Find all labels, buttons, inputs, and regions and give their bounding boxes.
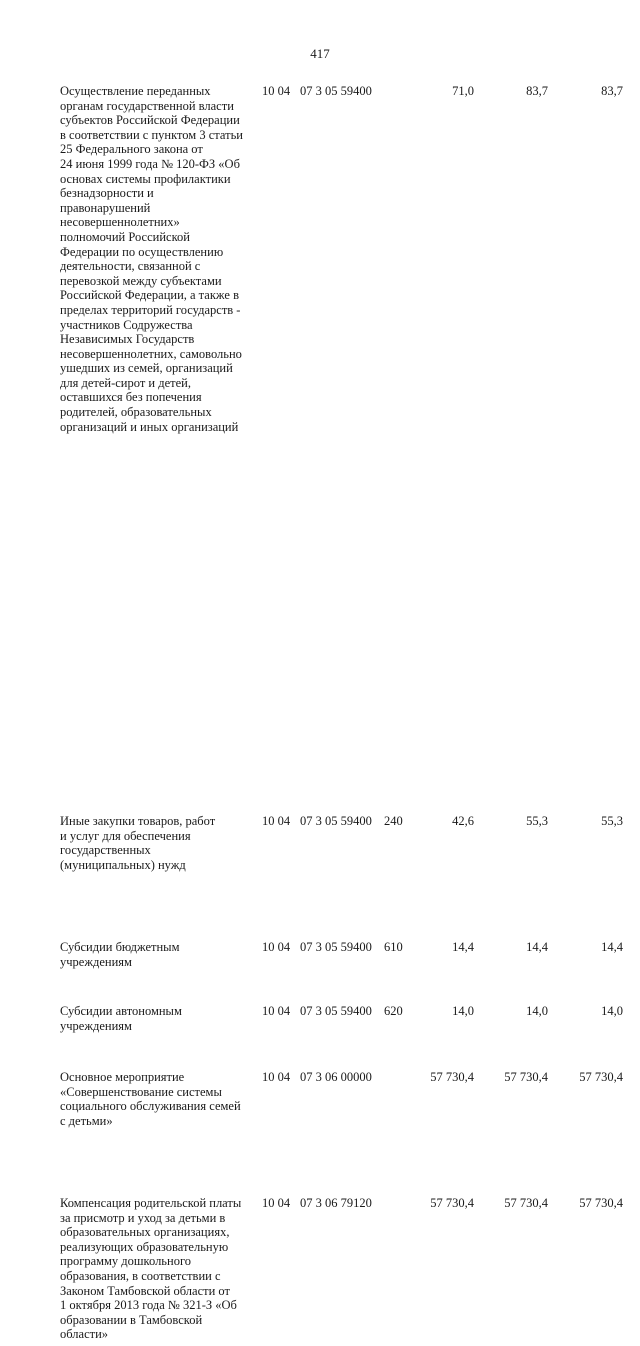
row-target-code: 07 3 05 59400 — [300, 1004, 372, 1018]
row-target-code: 07 3 05 59400 — [300, 814, 372, 828]
row-name: Субсидии автономным учреждениям — [60, 1004, 182, 1033]
row-value-year2: 57 730,4 — [504, 1070, 548, 1084]
table-row — [0, 940, 640, 972]
table-row — [0, 1196, 640, 1346]
row-expense-code: 240 — [384, 814, 403, 828]
row-name: Иные закупки товаров, работ и услуг для обеспечения государственных (муниципальных) нужд — [60, 814, 216, 872]
row-value-year3: 83,7 — [601, 84, 623, 98]
row-value-year3: 55,3 — [601, 814, 623, 828]
row-target-code: 07 3 06 79120 — [300, 1196, 372, 1210]
table-row — [0, 1070, 640, 1132]
row-value-year3: 14,4 — [601, 940, 623, 954]
row-value-year1: 71,0 — [452, 84, 474, 98]
row-section-code: 10 04 — [262, 1004, 291, 1018]
table-row — [0, 814, 640, 876]
row-value-year1: 42,6 — [452, 814, 474, 828]
row-value-year1: 57 730,4 — [430, 1070, 474, 1084]
row-section-code: 10 04 — [262, 1196, 291, 1210]
row-target-code: 07 3 05 59400 — [300, 940, 372, 954]
table-row — [0, 1004, 640, 1036]
row-value-year2: 55,3 — [526, 814, 548, 828]
row-name: Осуществление переданных органам государственной власти субъектов Российской Федерации в соответствии с пунктом 3 статьи 25 Федерального закона от 24 июня 1999 года № 120-ФЗ «Об основах системы профилактики безнадзорности и правонарушений несовершеннолетних» полномочий Российской Федерации по осуществлению деятельности, связанной с перевозкой между субъектами Российской Федерации, а также в пределах территорий государств - участников Содружества Независимых Государств несовершеннолетних, самовольно ушедших из семей, организаций для детей-сирот и детей, оставшихся без попечения родителей, образовательных организаций и иных организаций — [60, 84, 243, 434]
row-name: Основное мероприятие «Совершенствование системы социального обслуживания семей с детьми» — [60, 1070, 241, 1128]
row-value-year2: 14,4 — [526, 940, 548, 954]
table-row — [0, 84, 640, 448]
row-value-year1: 14,0 — [452, 1004, 474, 1018]
budget-table — [0, 84, 640, 1342]
row-section-code: 10 04 — [262, 814, 291, 828]
row-section-code: 10 04 — [262, 940, 291, 954]
row-value-year1: 57 730,4 — [430, 1196, 474, 1210]
row-expense-code: 610 — [384, 940, 403, 954]
row-name: Компенсация родительской платы за присмотр и уход за детьми в образовательных организациях, реализующих образовательную программу дошкольного образования, в соответствии с Законом Тамбовской области от 1 октября 2013 года № 321-З «Об образовании в Тамбовской области» — [60, 1196, 242, 1342]
row-section-code: 10 04 — [262, 1070, 291, 1084]
row-target-code: 07 3 06 00000 — [300, 1070, 372, 1084]
row-value-year3: 57 730,4 — [579, 1070, 623, 1084]
page-number: 417 — [310, 46, 330, 61]
row-expense-code: 620 — [384, 1004, 403, 1018]
row-value-year2: 14,0 — [526, 1004, 548, 1018]
row-value-year3: 57 730,4 — [579, 1196, 623, 1210]
row-value-year2: 57 730,4 — [504, 1196, 548, 1210]
row-section-code: 10 04 — [262, 84, 291, 98]
row-value-year3: 14,0 — [601, 1004, 623, 1018]
row-value-year2: 83,7 — [526, 84, 548, 98]
row-name: Субсидии бюджетным учреждениям — [60, 940, 180, 969]
row-target-code: 07 3 05 59400 — [300, 84, 372, 98]
row-value-year1: 14,4 — [452, 940, 474, 954]
